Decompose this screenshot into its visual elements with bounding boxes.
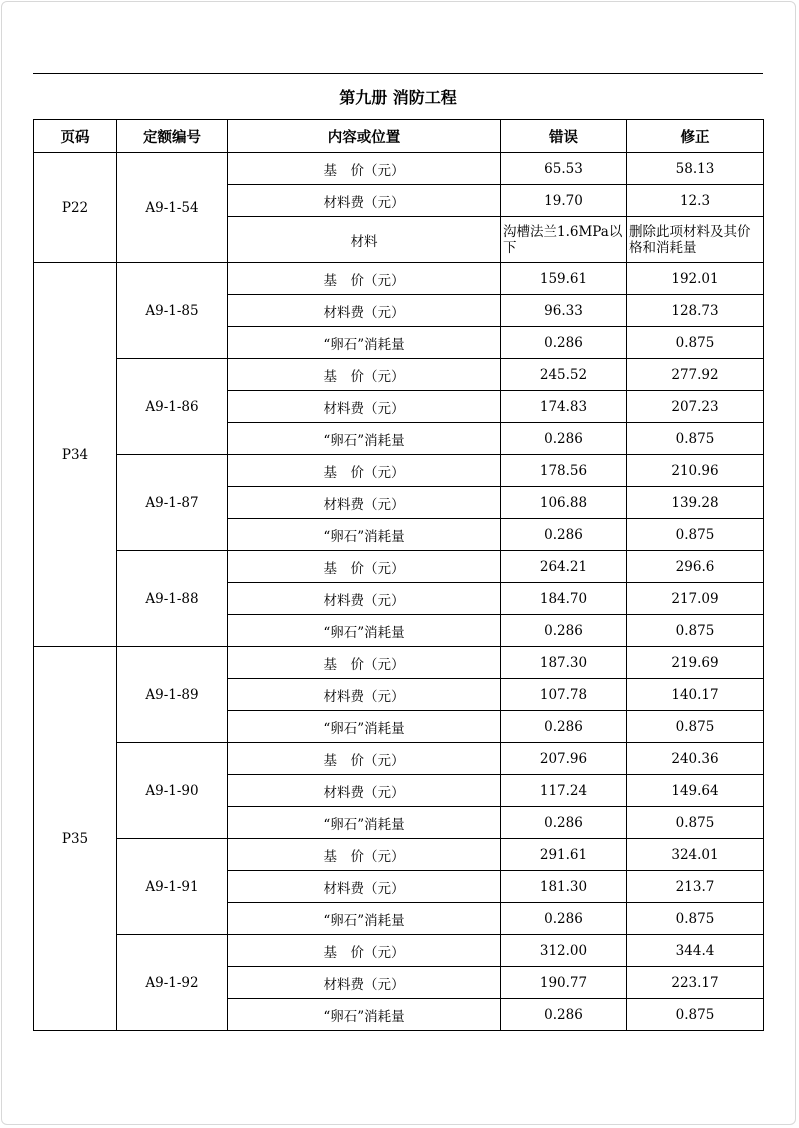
fix-cell	[627, 551, 764, 583]
table-row	[34, 551, 764, 583]
content-cell-text: “卵石”消耗量	[323, 336, 405, 353]
content-cell-text: “卵石”消耗量	[323, 1008, 405, 1025]
table-row	[34, 839, 764, 871]
fix-cell	[627, 679, 764, 711]
content-cell	[228, 455, 501, 487]
content-cell-text: 基 价（元）	[323, 944, 405, 961]
content-cell-text: 基 价（元）	[323, 848, 405, 865]
error-cell-text: 159.61	[539, 270, 588, 287]
quota-code-cell	[117, 647, 228, 743]
error-cell	[501, 935, 627, 967]
error-cell-text: 178.56	[539, 462, 588, 479]
fix-cell	[627, 935, 764, 967]
fix-cell	[627, 903, 764, 935]
header-row	[34, 120, 764, 153]
content-cell-text: 基 价（元）	[323, 368, 405, 385]
page-number-cell-text: P22	[61, 199, 89, 216]
content-cell-text: 基 价（元）	[323, 272, 405, 289]
top-rule	[33, 73, 763, 74]
fix-cell	[627, 391, 764, 423]
content-cell-text: 材料费（元）	[323, 194, 405, 211]
content-cell	[228, 967, 501, 999]
content-cell-text: 材料费（元）	[323, 976, 405, 993]
error-cell	[501, 359, 627, 391]
error-cell	[501, 903, 627, 935]
quota-code-cell	[117, 359, 228, 455]
error-cell-text: 174.83	[539, 398, 588, 415]
content-cell	[228, 295, 501, 327]
error-cell-text: 117.24	[539, 782, 588, 799]
fix-cell-text: 139.28	[671, 494, 719, 511]
table-row	[34, 935, 764, 967]
quota-code-cell-text: A9-1-92	[145, 974, 199, 991]
error-cell	[501, 839, 627, 871]
fix-cell	[627, 359, 764, 391]
error-cell-text: 0.286	[544, 526, 583, 543]
error-cell	[501, 967, 627, 999]
fix-cell-text: 删除此项材料及其价格和消耗量	[629, 223, 751, 256]
page-title: 第九册 消防工程	[339, 88, 457, 107]
content-cell-text: 材料费（元）	[323, 784, 405, 801]
content-cell	[228, 647, 501, 679]
fix-cell	[627, 807, 764, 839]
quota-code-cell	[117, 935, 228, 1031]
content-cell	[228, 615, 501, 647]
fix-cell	[627, 295, 764, 327]
content-cell-text: 基 价（元）	[323, 560, 405, 577]
quota-code-cell-text: A9-1-90	[145, 782, 199, 799]
fix-cell-text: 213.7	[675, 878, 715, 895]
header-error: 错误	[501, 120, 627, 153]
error-cell-text: 沟槽法兰1.6MPa以下	[503, 223, 623, 256]
content-cell-text: 基 价（元）	[323, 752, 405, 769]
error-cell-text: 0.286	[544, 1006, 583, 1023]
error-cell	[501, 185, 627, 217]
error-cell-text: 106.88	[539, 494, 588, 511]
content-cell	[228, 743, 501, 775]
content-cell	[228, 903, 501, 935]
error-cell-text: 19.70	[544, 192, 583, 209]
quota-code-cell	[117, 551, 228, 647]
page-number-cell-text: P34	[61, 446, 89, 463]
fix-cell	[627, 263, 764, 295]
content-cell-text: 基 价（元）	[323, 464, 405, 481]
content-cell	[228, 263, 501, 295]
content-cell	[228, 327, 501, 359]
correction-table	[33, 119, 764, 1031]
error-cell-text: 184.70	[539, 590, 588, 607]
content-cell-text: “卵石”消耗量	[323, 912, 405, 929]
content-cell-text: 材料费（元）	[323, 304, 405, 321]
content-cell	[228, 359, 501, 391]
error-cell	[501, 391, 627, 423]
page-number-cell	[34, 263, 117, 647]
table-row	[34, 743, 764, 775]
fix-cell	[627, 583, 764, 615]
fix-cell	[627, 871, 764, 903]
error-cell	[501, 519, 627, 551]
error-cell-text: 181.30	[539, 878, 588, 895]
header-content: 内容或位置	[228, 120, 501, 153]
content-cell	[228, 871, 501, 903]
error-cell	[501, 263, 627, 295]
error-cell-text: 0.286	[544, 334, 583, 351]
content-cell	[228, 775, 501, 807]
fix-cell-text: 58.13	[675, 160, 715, 177]
fix-cell	[627, 839, 764, 871]
error-cell	[501, 551, 627, 583]
fix-cell-text: 240.36	[671, 750, 719, 767]
fix-cell-text: 296.6	[675, 558, 715, 575]
fix-cell-text: 219.69	[671, 654, 719, 671]
header-page: 页码	[34, 120, 117, 153]
content-cell	[228, 185, 501, 217]
fix-cell	[627, 455, 764, 487]
error-cell-text: 312.00	[539, 942, 588, 959]
fix-cell	[627, 519, 764, 551]
fix-cell-text: 0.875	[675, 1006, 715, 1023]
fix-cell	[627, 327, 764, 359]
error-cell	[501, 999, 627, 1031]
quota-code-cell-text: A9-1-89	[145, 686, 199, 703]
content-cell	[228, 935, 501, 967]
content-cell-text: 材料	[350, 233, 378, 250]
error-cell	[501, 871, 627, 903]
content-cell-text: 材料费（元）	[323, 496, 405, 513]
content-cell	[228, 807, 501, 839]
fix-cell	[627, 775, 764, 807]
content-cell-text: “卵石”消耗量	[323, 720, 405, 737]
error-cell	[501, 455, 627, 487]
error-cell	[501, 775, 627, 807]
content-cell-text: “卵石”消耗量	[323, 816, 405, 833]
fix-cell-text: 0.875	[675, 622, 715, 639]
error-cell-text: 291.61	[539, 846, 588, 863]
fix-cell-text: 192.01	[671, 270, 719, 287]
table-row	[34, 455, 764, 487]
header-code: 定额编号	[117, 120, 228, 153]
fix-cell	[627, 153, 764, 185]
fix-cell	[627, 185, 764, 217]
quota-code-cell	[117, 153, 228, 263]
quota-code-cell	[117, 743, 228, 839]
error-cell	[501, 295, 627, 327]
content-cell	[228, 391, 501, 423]
error-cell-text: 190.77	[539, 974, 588, 991]
fix-cell-text: 223.17	[671, 974, 719, 991]
error-cell	[501, 711, 627, 743]
error-cell-text: 96.33	[544, 302, 583, 319]
error-cell	[501, 327, 627, 359]
fix-cell-text: 128.73	[671, 302, 719, 319]
content-cell	[228, 679, 501, 711]
fix-cell-text: 207.23	[671, 398, 719, 415]
content-cell	[228, 711, 501, 743]
fix-cell	[627, 647, 764, 679]
fix-cell	[627, 967, 764, 999]
content-cell-text: “卵石”消耗量	[323, 624, 405, 641]
error-cell	[501, 615, 627, 647]
error-cell	[501, 583, 627, 615]
quota-code-cell	[117, 263, 228, 359]
error-cell	[501, 679, 627, 711]
content-cell	[228, 839, 501, 871]
content-cell	[228, 999, 501, 1031]
content-cell	[228, 423, 501, 455]
fix-cell-text: 140.17	[671, 686, 719, 703]
quota-code-cell-text: A9-1-87	[145, 494, 199, 511]
quota-code-cell-text: A9-1-85	[145, 302, 199, 319]
error-cell-text: 0.286	[544, 910, 583, 927]
fix-cell	[627, 615, 764, 647]
error-cell-text: 65.53	[544, 160, 583, 177]
error-cell-text: 187.30	[539, 654, 588, 671]
error-cell-text: 245.52	[539, 366, 588, 383]
quota-code-cell-text: A9-1-91	[145, 878, 199, 895]
table-body	[34, 153, 764, 1031]
content-cell	[228, 519, 501, 551]
quota-code-cell	[117, 455, 228, 551]
error-cell-text: 0.286	[544, 430, 583, 447]
fix-cell-text: 344.4	[675, 942, 715, 959]
header-fix: 修正	[627, 120, 764, 153]
content-cell	[228, 487, 501, 519]
content-cell	[228, 583, 501, 615]
error-cell-text: 0.286	[544, 814, 583, 831]
fix-cell	[627, 423, 764, 455]
error-cell	[501, 487, 627, 519]
page-number-cell	[34, 647, 117, 1031]
fix-cell-text: 12.3	[679, 192, 711, 209]
fix-cell-text: 0.875	[675, 718, 715, 735]
error-cell	[501, 743, 627, 775]
error-cell-text: 264.21	[539, 558, 588, 575]
content-cell-text: 基 价（元）	[323, 162, 405, 179]
content-cell-text: 材料费（元）	[323, 592, 405, 609]
fix-cell	[627, 711, 764, 743]
content-cell-text: 材料费（元）	[323, 688, 405, 705]
content-cell-text: “卵石”消耗量	[323, 432, 405, 449]
table-row	[34, 153, 764, 185]
quota-code-cell-text: A9-1-86	[145, 398, 199, 415]
fix-cell-text: 0.875	[675, 910, 715, 927]
error-cell-text: 207.96	[539, 750, 588, 767]
content-cell	[228, 551, 501, 583]
content-cell-text: 材料费（元）	[323, 400, 405, 417]
fix-cell	[627, 487, 764, 519]
fix-cell-text: 0.875	[675, 526, 715, 543]
quota-code-cell-text: A9-1-88	[145, 590, 199, 607]
content-cell-text: “卵石”消耗量	[323, 528, 405, 545]
content-cell	[228, 153, 501, 185]
fix-cell-text: 210.96	[671, 462, 719, 479]
fix-cell-text: 0.875	[675, 334, 715, 351]
table-row	[34, 359, 764, 391]
page-number-cell-text: P35	[61, 830, 89, 847]
content-cell	[228, 217, 501, 263]
fix-cell	[627, 743, 764, 775]
error-cell	[501, 217, 627, 263]
error-cell-text: 107.78	[539, 686, 588, 703]
page-number-cell	[34, 153, 117, 263]
table-row	[34, 647, 764, 679]
content-cell-text: 基 价（元）	[323, 656, 405, 673]
error-cell	[501, 153, 627, 185]
error-cell-text: 0.286	[544, 622, 583, 639]
table-row	[34, 263, 764, 295]
fix-cell-text: 277.92	[671, 366, 719, 383]
fix-cell-text: 0.875	[675, 430, 715, 447]
error-cell	[501, 647, 627, 679]
error-cell-text: 0.286	[544, 718, 583, 735]
fix-cell-text: 149.64	[671, 782, 719, 799]
content-cell-text: 材料费（元）	[323, 880, 405, 897]
fix-cell	[627, 217, 764, 263]
quota-code-cell-text: A9-1-54	[145, 199, 199, 216]
fix-cell-text: 217.09	[671, 590, 719, 607]
quota-code-cell	[117, 839, 228, 935]
error-cell	[501, 423, 627, 455]
fix-cell-text: 324.01	[671, 846, 719, 863]
error-cell	[501, 807, 627, 839]
fix-cell	[627, 999, 764, 1031]
fix-cell-text: 0.875	[675, 814, 715, 831]
